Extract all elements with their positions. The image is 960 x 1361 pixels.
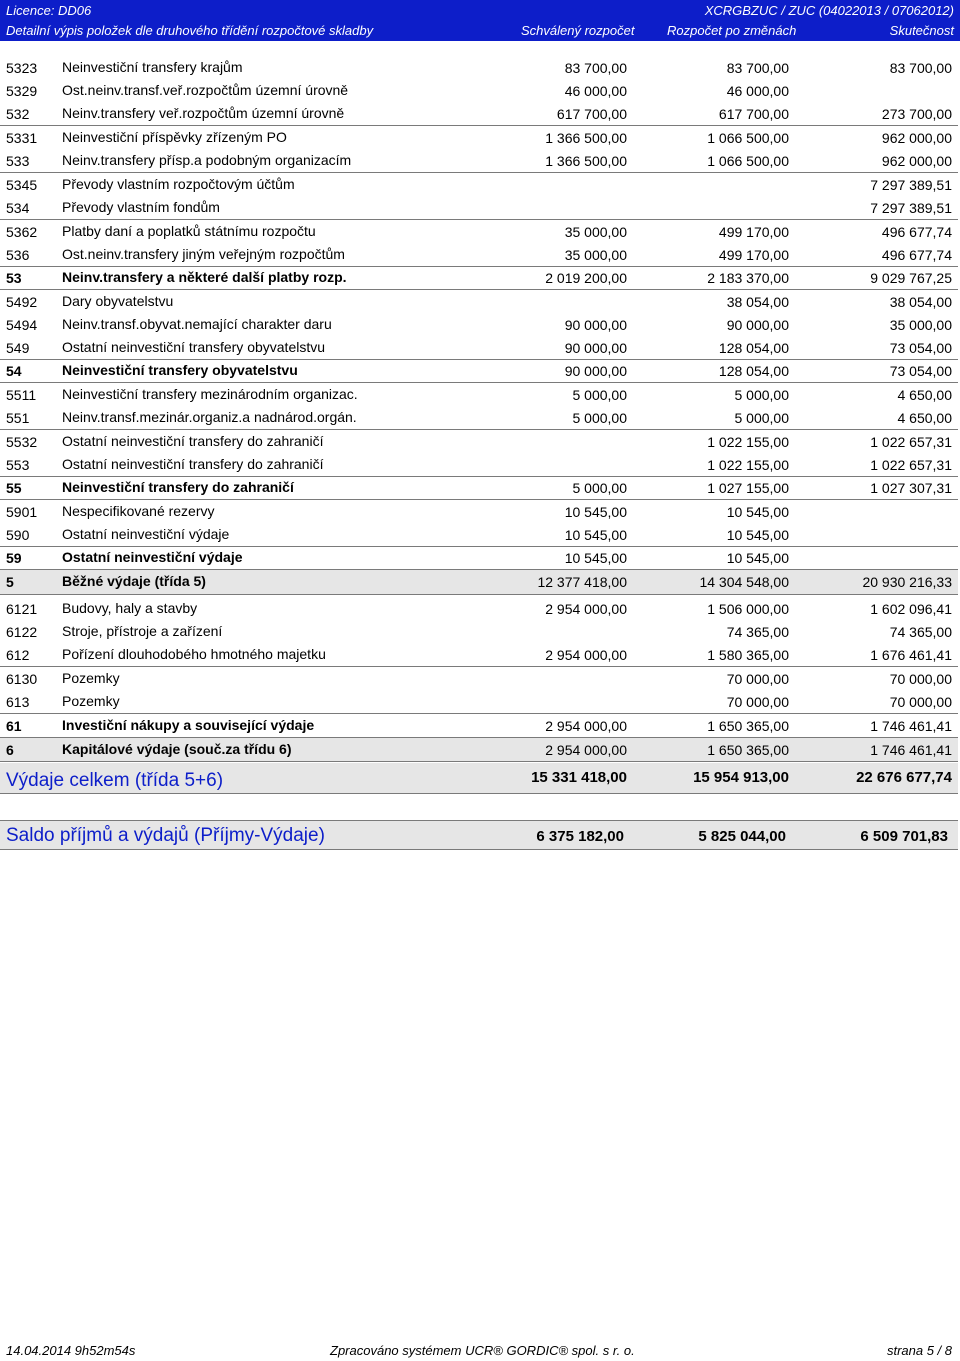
row-adjusted: 74 365,00 [726, 624, 789, 640]
row-adjusted: 1 506 000,00 [707, 601, 789, 617]
row-actual: 9 029 767,25 [870, 270, 952, 286]
row-approved: 46 000,00 [564, 83, 627, 99]
row-actual: 1 746 461,41 [870, 742, 952, 758]
table-row [0, 597, 958, 620]
column-header-actual: Skutečnost [889, 23, 954, 38]
row-adjusted: 617 700,00 [718, 106, 789, 122]
column-header-adjusted: Rozpočet po změnách [667, 23, 797, 38]
row-actual: 83 700,00 [889, 60, 952, 76]
row-approved: 10 545,00 [564, 550, 627, 566]
row-actual: 70 000,00 [889, 694, 952, 710]
table-row [0, 243, 958, 267]
row-actual: 4 650,00 [897, 387, 952, 403]
row-adjusted: 10 545,00 [726, 550, 789, 566]
row-adjusted: 38 054,00 [726, 294, 789, 310]
row-code: 6122 [6, 624, 38, 640]
row-name: Kapitálové výdaje (souč.za třídu 6) [62, 741, 292, 757]
row-name: Ostatní neinvestiční výdaje [62, 549, 243, 565]
class-total-row [0, 570, 958, 595]
row-code: 590 [6, 527, 30, 543]
row-name: Dary obyvatelstvu [62, 293, 174, 309]
row-code: 532 [6, 106, 30, 122]
table-row [0, 313, 958, 336]
subtotal-row [0, 266, 958, 290]
row-name: Neinvestiční transfery mezinárodním organizac. [62, 386, 358, 402]
row-actual: 73 054,00 [889, 340, 952, 356]
table-row [0, 406, 958, 430]
table-row [0, 220, 958, 243]
row-name: Pozemky [62, 693, 120, 709]
row-approved: 10 545,00 [564, 527, 627, 543]
row-actual: 1 676 461,41 [870, 647, 952, 663]
row-name: Ostatní neinvestiční transfery do zahraničí [62, 456, 324, 472]
row-name: Ost.neinv.transfery jiným veřejným rozpočtům [62, 246, 345, 262]
row-adjusted: 1 650 365,00 [707, 742, 789, 758]
row-actual: 1 022 657,31 [870, 434, 952, 450]
row-adjusted: 83 700,00 [726, 60, 789, 76]
table-row [0, 173, 958, 196]
row-approved: 5 000,00 [572, 410, 627, 426]
table-row [0, 336, 958, 360]
row-adjusted: 499 170,00 [718, 224, 789, 240]
table-row [0, 126, 958, 149]
row-actual: 4 650,00 [897, 410, 952, 426]
table-row [0, 643, 958, 667]
row-actual: 38 054,00 [889, 294, 952, 310]
row-code: 59 [6, 550, 22, 566]
row-code: 553 [6, 457, 30, 473]
expenditure-total-actual: 22 676 677,74 [856, 769, 952, 786]
saldo-row [0, 820, 958, 850]
row-code: 533 [6, 153, 30, 169]
header-bar-top [0, 0, 960, 20]
row-code: 6 [6, 742, 14, 758]
row-name: Pořízení dlouhodobého hmotného majetku [62, 646, 326, 662]
row-actual: 70 000,00 [889, 671, 952, 687]
row-adjusted: 1 022 155,00 [707, 457, 789, 473]
saldo-approved: 6 375 182,00 [536, 828, 624, 845]
column-header-approved: Schválený rozpočet [521, 23, 635, 38]
row-adjusted: 14 304 548,00 [699, 574, 789, 590]
row-name: Převody vlastním fondům [62, 199, 220, 215]
row-code: 5331 [6, 130, 38, 146]
row-approved: 83 700,00 [564, 60, 627, 76]
row-code: 55 [6, 480, 22, 496]
row-approved: 2 954 000,00 [545, 742, 627, 758]
row-code: 5 [6, 574, 14, 590]
row-name: Ost.neinv.transf.veř.rozpočtům územní úrovně [62, 82, 349, 98]
table-row [0, 620, 958, 643]
row-adjusted: 128 054,00 [718, 363, 789, 379]
row-actual: 962 000,00 [881, 153, 952, 169]
row-code: 5901 [6, 504, 38, 520]
row-adjusted: 128 054,00 [718, 340, 789, 356]
row-adjusted: 70 000,00 [726, 671, 789, 687]
subtotal-row [0, 359, 958, 383]
report-code: XCRGBZUC / ZUC (04022013 / 07062012) [704, 3, 954, 18]
table-row [0, 79, 958, 102]
table-row [0, 149, 958, 173]
row-actual: 73 054,00 [889, 363, 952, 379]
row-actual: 20 930 216,33 [862, 574, 952, 590]
expenditure-total-adjusted: 15 954 913,00 [693, 769, 789, 786]
table-row [0, 690, 958, 714]
row-name: Investiční nákupy a související výdaje [62, 717, 315, 733]
row-adjusted: 90 000,00 [726, 317, 789, 333]
row-adjusted: 1 580 365,00 [707, 647, 789, 663]
subtotal-row [0, 714, 958, 738]
row-actual: 1 027 307,31 [870, 480, 952, 496]
table-row [0, 383, 958, 406]
row-adjusted: 5 000,00 [734, 410, 789, 426]
row-name: Platby daní a poplatků státnímu rozpočtu [62, 223, 316, 239]
row-approved: 2 954 000,00 [545, 601, 627, 617]
row-code: 5345 [6, 177, 38, 193]
row-approved: 5 000,00 [572, 480, 627, 496]
row-name: Neinvestiční transfery do zahraničí [62, 479, 294, 495]
table-row [0, 500, 958, 523]
row-name: Neinv.transfery a některé další platby rozp. [62, 269, 347, 285]
row-approved: 90 000,00 [564, 363, 627, 379]
footer-timestamp: 14.04.2014 9h52m54s [6, 1343, 136, 1358]
row-name: Ostatní neinvestiční transfery obyvatelstvu [62, 339, 326, 355]
row-approved: 2 954 000,00 [545, 718, 627, 734]
row-adjusted: 5 000,00 [734, 387, 789, 403]
footer-system: Zpracováno systémem UCR® GORDIC® spol. s r. o. [330, 1343, 635, 1358]
row-approved: 10 545,00 [564, 504, 627, 520]
table-row [0, 102, 958, 126]
row-actual: 74 365,00 [889, 624, 952, 640]
table-row [0, 196, 958, 220]
row-adjusted: 499 170,00 [718, 247, 789, 263]
table-row [0, 667, 958, 690]
row-adjusted: 10 545,00 [726, 527, 789, 543]
table-row [0, 290, 958, 313]
row-adjusted: 70 000,00 [726, 694, 789, 710]
row-approved: 35 000,00 [564, 224, 627, 240]
row-approved: 2 954 000,00 [545, 647, 627, 663]
row-actual: 7 297 389,51 [870, 200, 952, 216]
row-adjusted: 1 027 155,00 [707, 480, 789, 496]
row-adjusted: 1 650 365,00 [707, 718, 789, 734]
row-code: 613 [6, 694, 30, 710]
row-adjusted: 1 022 155,00 [707, 434, 789, 450]
row-code: 551 [6, 410, 30, 426]
saldo-actual: 6 509 701,83 [860, 828, 948, 845]
row-name: Ostatní neinvestiční výdaje [62, 526, 230, 542]
expenditure-total-label: Výdaje celkem (třída 5+6) [6, 770, 224, 791]
row-name: Neinvestiční příspěvky zřízeným PO [62, 129, 287, 145]
row-actual: 7 297 389,51 [870, 177, 952, 193]
table-row [0, 523, 958, 547]
row-approved: 12 377 418,00 [537, 574, 627, 590]
row-actual: 273 700,00 [881, 106, 952, 122]
row-code: 5492 [6, 294, 38, 310]
row-name: Neinv.transf.obyvat.nemající charakter daru [62, 316, 332, 332]
row-code: 5494 [6, 317, 38, 333]
saldo-adjusted: 5 825 044,00 [698, 828, 786, 845]
row-actual: 35 000,00 [889, 317, 952, 333]
subtotal-row [0, 546, 958, 570]
row-name: Neinvestiční transfery obyvatelstvu [62, 362, 298, 378]
row-code: 5329 [6, 83, 38, 99]
row-code: 5532 [6, 434, 38, 450]
row-name: Převody vlastním rozpočtovým účtům [62, 176, 295, 192]
row-name: Neinv.transf.mezinár.organiz.a nadnárod.orgán. [62, 409, 357, 425]
row-name: Nespecifikované rezervy [62, 503, 215, 519]
header-bar-columns [0, 20, 960, 41]
report-title: Detailní výpis položek dle druhového třídění rozpočtové skladby [6, 23, 374, 38]
row-adjusted: 10 545,00 [726, 504, 789, 520]
row-code: 6121 [6, 601, 38, 617]
row-code: 534 [6, 200, 30, 216]
row-approved: 35 000,00 [564, 247, 627, 263]
row-code: 536 [6, 247, 30, 263]
row-name: Pozemky [62, 670, 120, 686]
row-actual: 1 602 096,41 [870, 601, 952, 617]
expenditure-total-approved: 15 331 418,00 [531, 769, 627, 786]
saldo-label: Saldo příjmů a výdajů (Příjmy-Výdaje) [6, 825, 325, 846]
row-approved: 90 000,00 [564, 340, 627, 356]
row-code: 5323 [6, 60, 38, 76]
row-name: Budovy, haly a stavby [62, 600, 198, 616]
row-name: Běžné výdaje (třída 5) [62, 573, 206, 589]
table-row [0, 56, 958, 79]
footer-page-number: strana 5 / 8 [886, 1343, 952, 1358]
row-approved: 2 019 200,00 [545, 270, 627, 286]
row-approved: 5 000,00 [572, 387, 627, 403]
table-row [0, 453, 958, 477]
row-code: 61 [6, 718, 22, 734]
subtotal-row [0, 476, 958, 500]
row-adjusted: 46 000,00 [726, 83, 789, 99]
row-approved: 90 000,00 [564, 317, 627, 333]
row-code: 54 [6, 363, 22, 379]
license-label: Licence: DD06 [6, 3, 92, 18]
row-adjusted: 2 183 370,00 [707, 270, 789, 286]
row-name: Neinv.transfery veř.rozpočtům územní úrovně [62, 105, 345, 121]
row-name: Stroje, přístroje a zařízení [62, 623, 223, 639]
row-code: 5362 [6, 224, 38, 240]
row-code: 5511 [6, 387, 37, 403]
class-total-row [0, 738, 958, 762]
row-actual: 496 677,74 [881, 224, 952, 240]
row-adjusted: 1 066 500,00 [707, 153, 789, 169]
row-name: Neinvestiční transfery krajům [62, 59, 243, 75]
row-code: 53 [6, 270, 22, 286]
row-actual: 962 000,00 [881, 130, 952, 146]
row-adjusted: 1 066 500,00 [707, 130, 789, 146]
row-code: 549 [6, 340, 30, 356]
table-row [0, 430, 958, 453]
row-actual: 1 746 461,41 [870, 718, 952, 734]
row-code: 612 [6, 647, 30, 663]
row-name: Ostatní neinvestiční transfery do zahraničí [62, 433, 324, 449]
row-approved: 1 366 500,00 [545, 153, 627, 169]
row-actual: 1 022 657,31 [870, 457, 952, 473]
row-approved: 1 366 500,00 [545, 130, 627, 146]
row-approved: 617 700,00 [556, 106, 627, 122]
expenditure-total-row [0, 763, 958, 794]
row-actual: 496 677,74 [881, 247, 952, 263]
row-code: 6130 [6, 671, 38, 687]
row-name: Neinv.transfery přísp.a podobným organizacím [62, 152, 352, 168]
